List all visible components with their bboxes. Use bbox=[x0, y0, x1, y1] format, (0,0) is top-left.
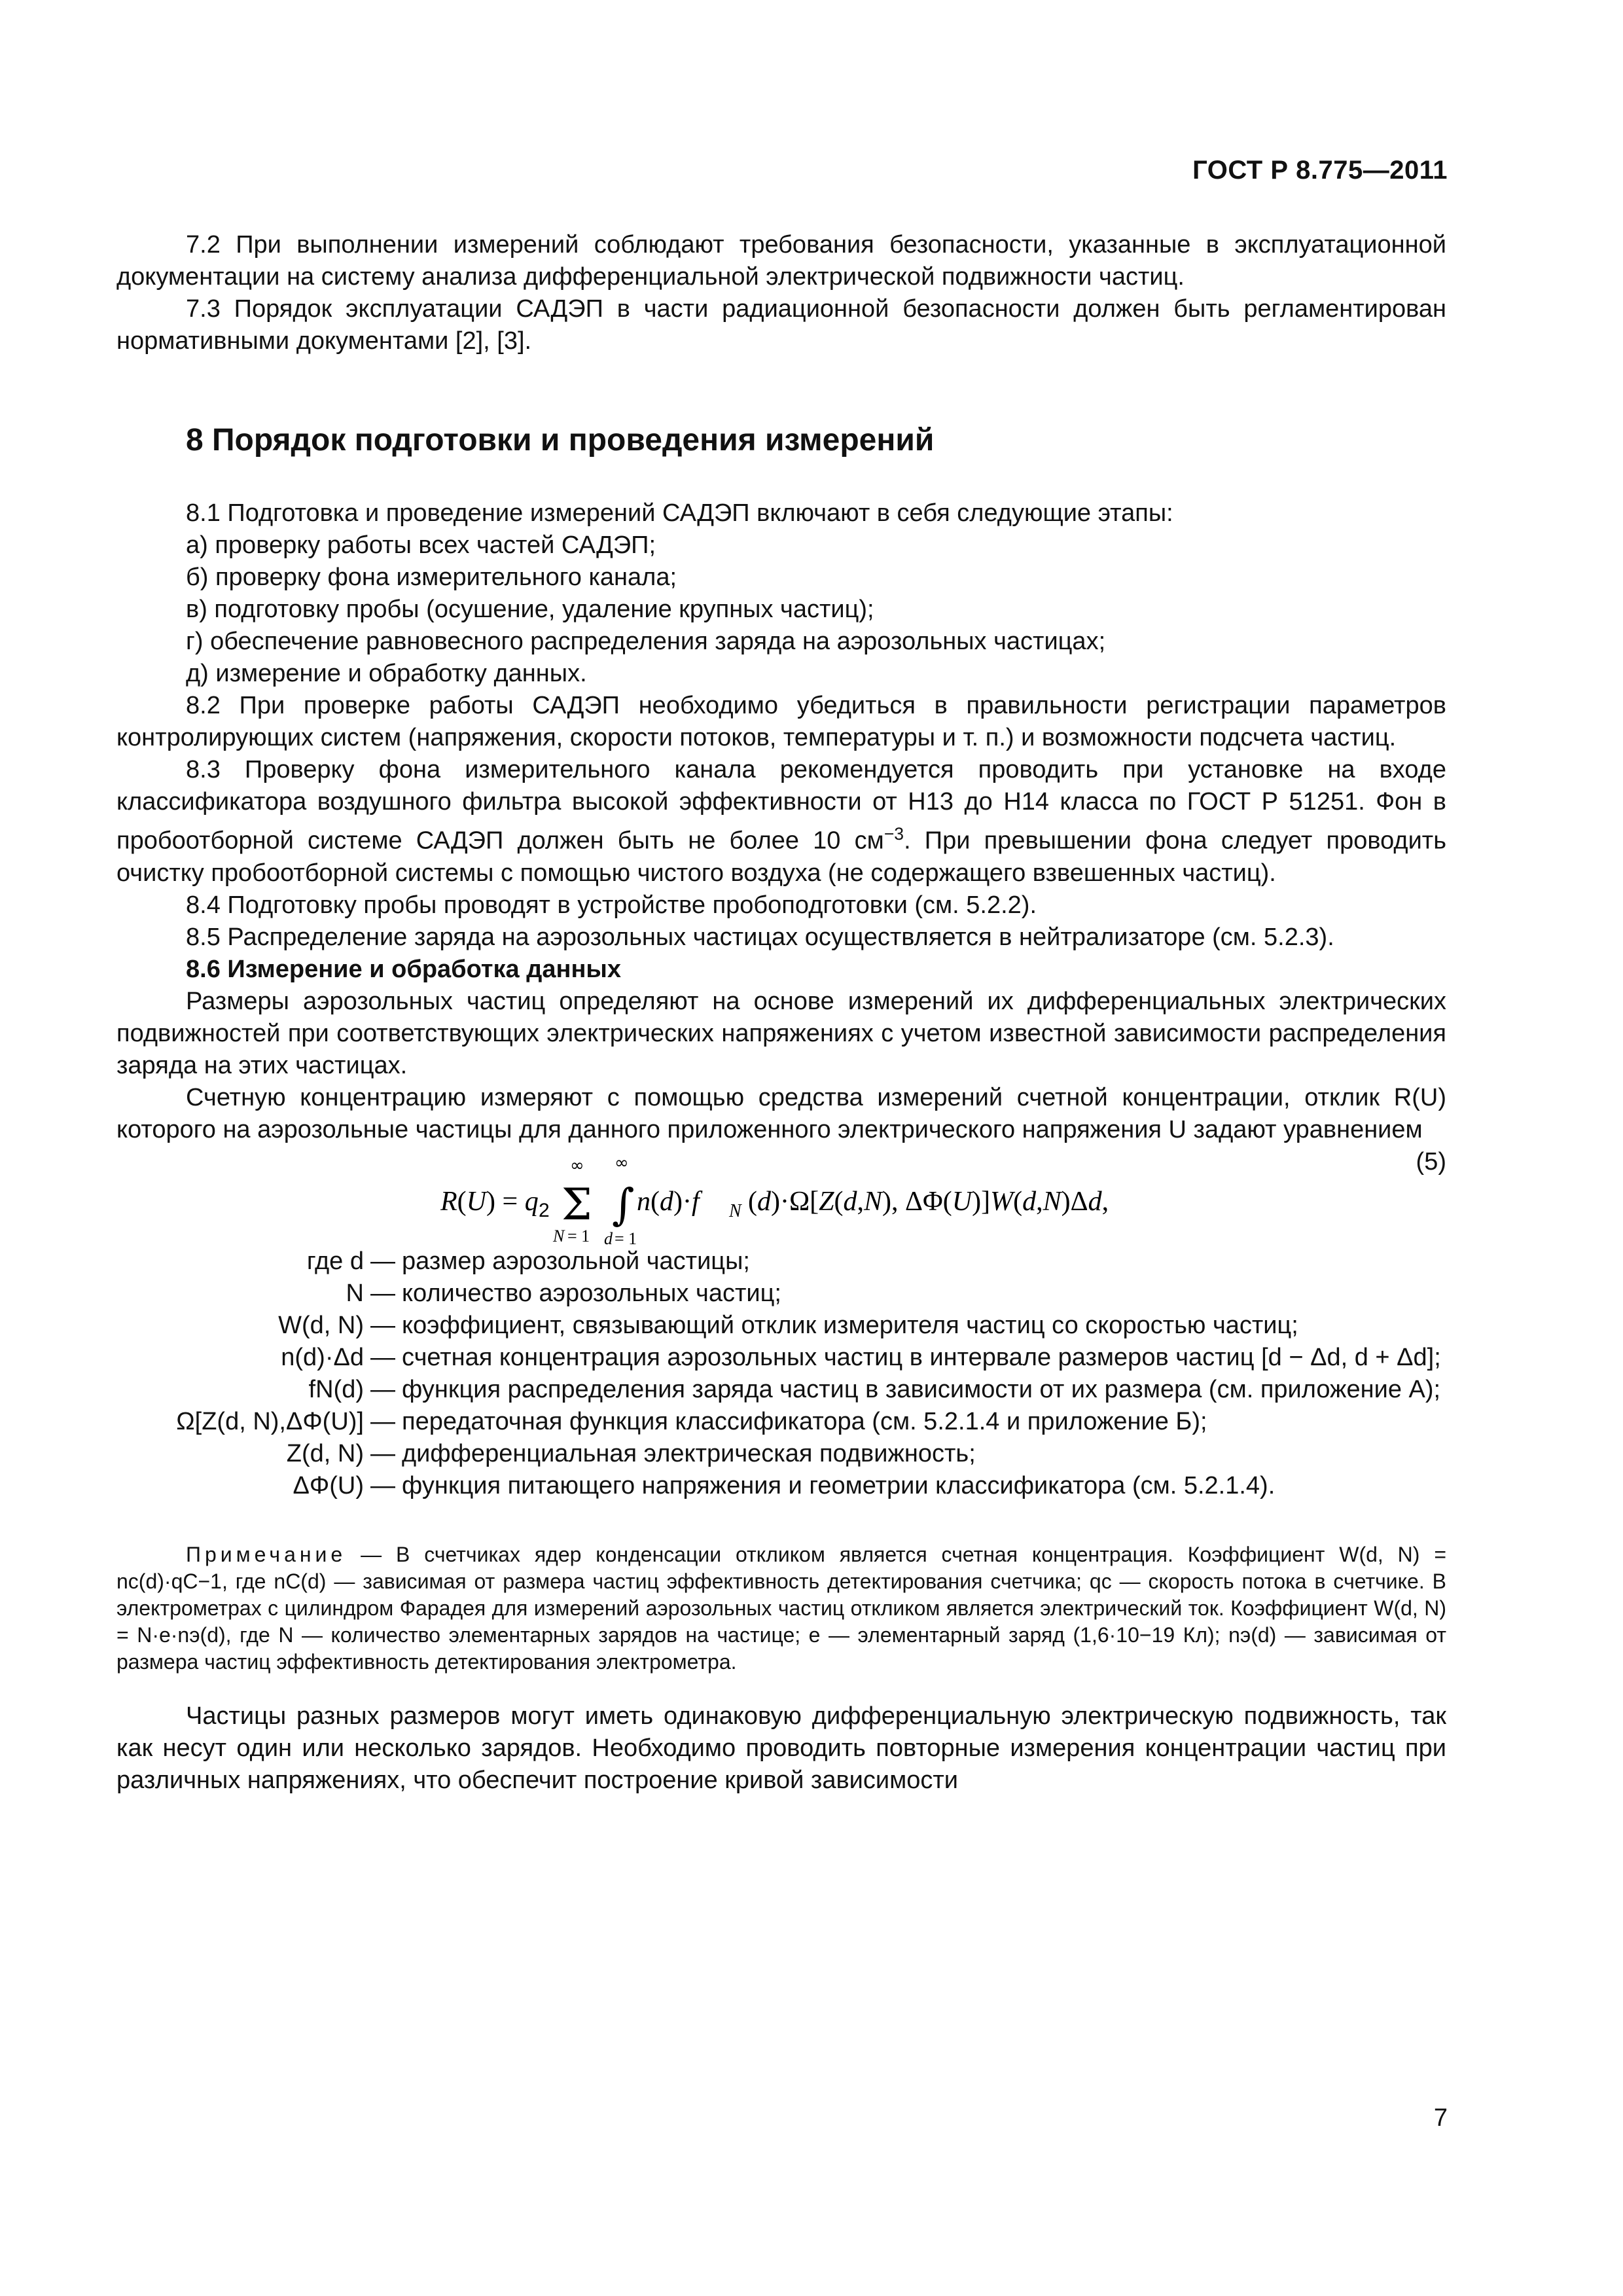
paragraph-8-1: 8.1 Подготовка и проведение измерений САДЭП включают в себя следующие этапы: bbox=[186, 499, 1173, 527]
definition-text: функция питающего напряжения и геометрии классификатора (см. 5.2.1.4). bbox=[402, 1471, 1275, 1499]
paragraph-8-2: 8.2 При проверке работы САДЭП необходимо убедиться в правильности регистрации параметров контролирующих систем (напряжения, скорости потоков, температуры и т. п.) и возможности подсчета частиц. bbox=[116, 692, 1446, 751]
paragraph-8-6-a: Размеры аэрозольных частиц определяют на основе измерений их дифференциальных электрических подвижностей при соответствующих электрических напряжениях с учетом известной зависимости распределения заряда на этих частицах. bbox=[116, 987, 1446, 1079]
svg-text:2: 2 bbox=[539, 1199, 550, 1221]
section-8-title: 8 Порядок подготовки и проведения измерений bbox=[186, 423, 935, 457]
svg-text:N: N bbox=[729, 1200, 741, 1221]
definition-item: W(d, N) — коэффициент, связывающий отклик измерителя частиц со скоростью частиц; bbox=[116, 1310, 1446, 1342]
definition-item: N — количество аэрозольных частиц; bbox=[116, 1278, 1446, 1310]
section-8-block bbox=[116, 497, 1446, 1797]
definition-text: количество аэрозольных частиц; bbox=[402, 1279, 781, 1307]
definition-symbol: ΔΦ(U) bbox=[293, 1471, 364, 1499]
svg-text:N: N bbox=[553, 1226, 565, 1246]
definition-symbol: N bbox=[346, 1279, 364, 1307]
svg-text:= 1: = 1 bbox=[615, 1229, 637, 1248]
paragraph-final: Частицы разных размеров могут иметь одинаковую дифференциальную электрическую подвижность, так как несут один или несколько зарядов. Необходимо проводить повторные измерения концентрации частиц при различных напряжениях, что обеспечит построение кривой зависимости bbox=[116, 1702, 1446, 1794]
step-c: в) подготовку пробы (осушение, удаление крупных частиц); bbox=[186, 596, 874, 623]
definition-symbol: fN(d) bbox=[308, 1375, 364, 1403]
svg-text:(d)·Ω[Z(d,N), ΔΦ(U)]W(d,N)Δd,: (d)·Ω[Z(d,N), ΔΦ(U)]W(d,N)Δd, bbox=[748, 1186, 1109, 1217]
svg-text:∞: ∞ bbox=[615, 1156, 629, 1173]
section-7-block bbox=[116, 229, 1446, 357]
step-d: г) обеспечение равновесного распределения заряда на аэрозольных частицах; bbox=[186, 628, 1106, 655]
definition-text: дифференциальная электрическая подвижность; bbox=[402, 1439, 976, 1467]
paragraph-7-2: 7.2 При выполнении измерений соблюдают требования безопасности, указанные в эксплуатационной документации на систему анализа дифференциальной электрической подвижности частиц. bbox=[116, 231, 1446, 291]
step-b: б) проверку фона измерительного канала; bbox=[186, 564, 677, 591]
paragraph-8-4: 8.4 Подготовку пробы проводят в устройстве пробоподготовки (см. 5.2.2). bbox=[186, 891, 1037, 919]
definition-symbol: Ω[Z(d, N),ΔΦ(U)] bbox=[176, 1407, 364, 1435]
definition-item: n(d)·Δd — счетная концентрация аэрозольных частиц в интервале размеров частиц [d − Δd, d + Δd]; bbox=[116, 1342, 1446, 1374]
definition-text: размер аэрозольной частицы; bbox=[402, 1247, 750, 1275]
paragraph-8-6-b: Счетную концентрацию измеряют с помощью средства измерений счетной концентрации, отклик R(U) которого на аэрозольные частицы для данного приложенного электрического напряжения U задают уравнением bbox=[116, 1083, 1446, 1143]
definition-text: счетная концентрация аэрозольных частиц в интервале размеров частиц [d − Δd, d + Δd]; bbox=[402, 1343, 1441, 1371]
definition-text: коэффициент, связывающий отклик измерителя частиц со скоростью частиц; bbox=[402, 1311, 1298, 1339]
definition-symbol: где d bbox=[306, 1247, 364, 1275]
paragraph-8-3-part2: . При превышении фона следует проводить очистку пробоотборной системы с помощью чистого воздуха (не содержащего взвешенных частиц). bbox=[116, 827, 1446, 887]
standard-code: ГОСТ Р 8.775—2011 bbox=[1192, 156, 1448, 185]
paragraph-8-3 bbox=[116, 754, 1446, 889]
definition-text: функция распределения заряда частиц в зависимости от их размера (см. приложение А); bbox=[402, 1375, 1441, 1403]
note-text: — В счетчиках ядер конденсации откликом является счетная концентрация. Коэффициент W(d, N) = nc(d)·qC−1, где nC(d) — зависимая от размера частиц эффективность детектирования счетчика; qc — скорость потока в счетчике. В электрометрах с цилиндром Фарадея для измерений аэрозольных частиц откликом является электрический ток. Коэффициент W(d, N) = N·e·nэ(d), где N — количество элементарных зарядов на частице; e — элементарный заряд (1,6·10−19 Кл); nэ(d) — зависимая от размера частиц эффективность детектирования электрометра. bbox=[116, 1542, 1447, 1674]
definition-symbol: W(d, N) bbox=[278, 1311, 364, 1339]
svg-text:∫: ∫ bbox=[612, 1179, 635, 1230]
definition-item: Ω[Z(d, N),ΔΦ(U)] — передаточная функция классификатора (см. 5.2.1.4 и приложение Б); bbox=[116, 1406, 1446, 1438]
paragraph-8-3-part1: 8.3 Проверку фона измерительного канала рекомендуется проводить при установке на входе классификатора воздушного фильтра высокой эффективности от H13 до H14 класса по ГОСТ Р 51251. Фон в пробоотборной системе САДЭП должен быть не более 10 см bbox=[116, 756, 1446, 855]
definition-symbol: Z(d, N) bbox=[286, 1439, 364, 1467]
definition-item: fN(d) — функция распределения заряда частиц в зависимости от их размера (см. приложение А); bbox=[116, 1374, 1446, 1406]
svg-text:d: d bbox=[604, 1229, 613, 1248]
step-a: а) проверку работы всех частей САДЭП; bbox=[186, 531, 656, 559]
note-label: Примечание bbox=[186, 1542, 347, 1566]
svg-text:R(U) = q: R(U) = q bbox=[440, 1186, 539, 1217]
definition-text: передаточная функция классификатора (см. 5.2.1.4 и приложение Б); bbox=[402, 1407, 1207, 1435]
definition-item: Z(d, N) — дифференциальная электрическая подвижность; bbox=[116, 1438, 1446, 1470]
equation-number: (5) bbox=[1416, 1147, 1446, 1175]
svg-text:Σ: Σ bbox=[562, 1179, 592, 1230]
paragraph-8-5: 8.5 Распределение заряда на аэрозольных частицах осуществляется в нейтрализаторе (см. 5.2.3). bbox=[186, 923, 1334, 951]
svg-text:∞: ∞ bbox=[570, 1156, 584, 1175]
definition-symbol: n(d)·Δd bbox=[281, 1343, 364, 1371]
page-number: 7 bbox=[1433, 2104, 1448, 2132]
svg-text:= 1: = 1 bbox=[567, 1226, 590, 1246]
svg-text:n(d)·f: n(d)·f bbox=[637, 1186, 700, 1217]
subsection-8-6-title: 8.6 Измерение и обработка данных bbox=[186, 955, 621, 983]
definitions-list bbox=[116, 1246, 1446, 1502]
unit-exponent: −3 bbox=[883, 824, 904, 844]
step-e: д) измерение и обработку данных. bbox=[186, 660, 587, 687]
paragraph-7-3: 7.3 Порядок эксплуатации САДЭП в части радиационной безопасности должен быть регламентирован нормативными документами [2], [3]. bbox=[116, 295, 1446, 355]
equation-formula bbox=[440, 1157, 1226, 1248]
note bbox=[116, 1541, 1446, 1676]
equation-5 bbox=[116, 1146, 1446, 1246]
definition-item: где d — размер аэрозольной частицы; bbox=[116, 1246, 1446, 1278]
definition-item: ΔΦ(U) — функция питающего напряжения и геометрии классификатора (см. 5.2.1.4). bbox=[116, 1470, 1446, 1502]
